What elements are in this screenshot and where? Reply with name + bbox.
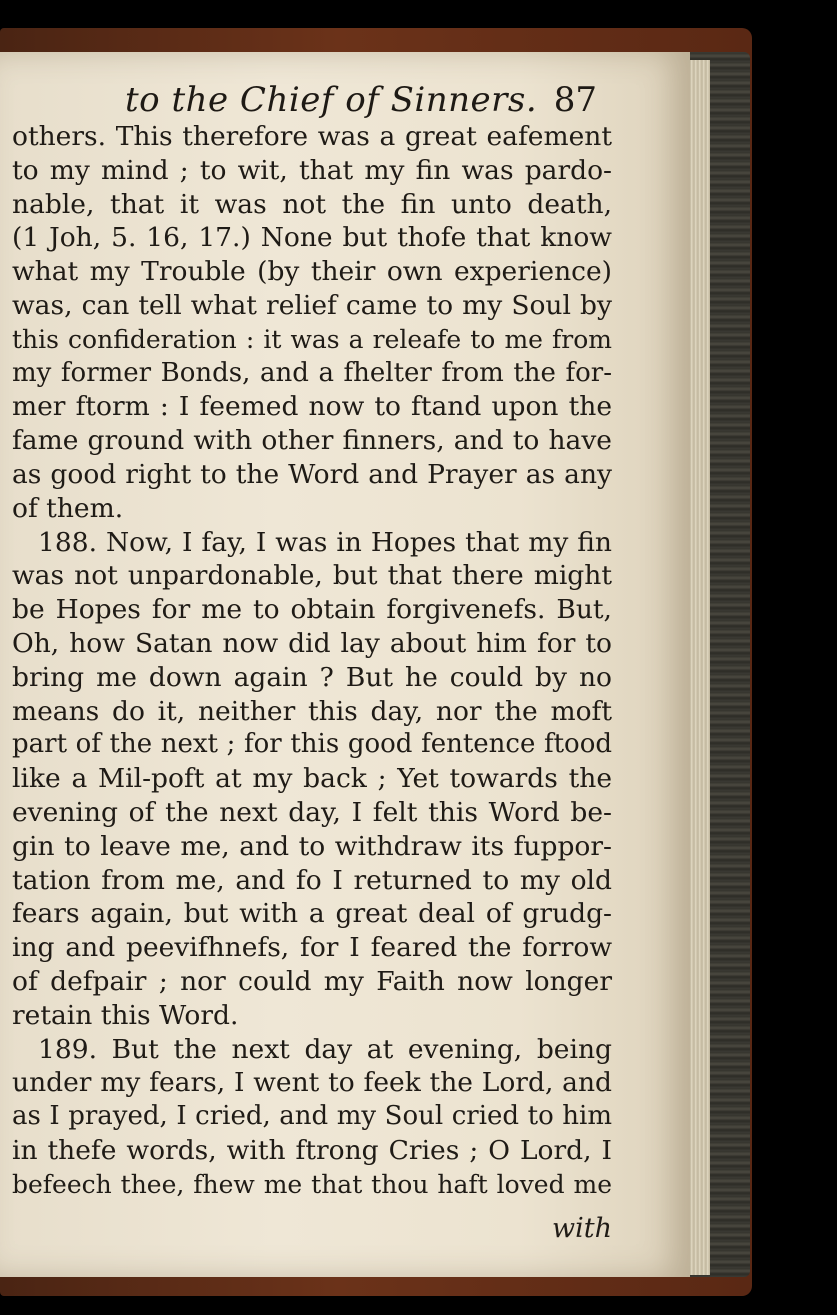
body-text	[12, 120, 612, 1202]
text-line: mer ftorm : I feemed now to ftand upon the	[12, 391, 612, 423]
text-line: tation from me, and fo I returned to my old	[12, 864, 612, 896]
text-line: in thefe words, with ftrong Cries ; O Lord, I	[12, 1134, 612, 1166]
running-head: to the Chief of Sinners.	[125, 80, 538, 120]
text-line: means do it, neither this day, nor the moft	[12, 695, 612, 727]
text-line: like a Mil-poft at my back ; Yet towards the	[12, 763, 612, 795]
text-line: Oh, how Satan now did lay about him for to	[12, 627, 612, 659]
text-line: be Hopes for me to obtain forgivenefs. But,	[12, 594, 612, 626]
text-line: under my fears, I went to feek the Lord, and	[12, 1067, 612, 1099]
text-line: others. This therefore was a great eafement	[12, 121, 612, 152]
text-line: of them.	[12, 492, 124, 524]
text-line: (1 Joh, 5. 16, 17.) None but thofe that know	[12, 222, 612, 254]
text-line: bring me down again ? But he could by no	[12, 661, 612, 693]
text-line: fame ground with other finners, and to have	[12, 425, 612, 457]
text-line: as I prayed, I cried, and my Soul cried to him	[12, 1101, 612, 1132]
text-line: 188. Now, I fay, I was in Hopes that my fin	[38, 526, 612, 558]
text-line: ing and peevifhnefs, for I feared the forrow	[12, 932, 612, 964]
page-number: 87	[553, 80, 597, 120]
text-line: fears again, but with a great deal of grudg-	[12, 898, 612, 930]
text-line: was not unpardonable, but that there might	[12, 560, 612, 592]
text-line: was, can tell what relief came to my Soul by	[12, 289, 612, 321]
text-line: 189. But the next day at evening, being	[38, 1033, 612, 1065]
text-line: my former Bonds, and a fhelter from the for-	[12, 357, 612, 388]
text-line: to my mind ; to wit, that my fin was pardo-	[12, 154, 612, 186]
text-line: what my Trouble (by their own experience)	[12, 256, 612, 288]
text-line: as good right to the Word and Prayer as any	[12, 458, 612, 490]
catchword: with	[552, 1213, 612, 1244]
text-line: evening of the next day, I felt this Word be-	[12, 796, 612, 828]
text-line: retain this Word.	[12, 999, 239, 1031]
text-line: part of the next ; for this good fentence ftood	[12, 729, 612, 760]
text-line: befeech thee, fhew me that thou haft loved me	[12, 1169, 612, 1199]
text-line: gin to leave me, and to withdraw its fuppor-	[12, 830, 612, 862]
text-line: this confideration : it was a releafe to me from	[12, 324, 612, 354]
page-header	[125, 70, 605, 120]
text-line: of defpair ; nor could my Faith now longer	[12, 965, 612, 997]
text-line: nable, that it was not the fin unto death,	[12, 188, 612, 220]
